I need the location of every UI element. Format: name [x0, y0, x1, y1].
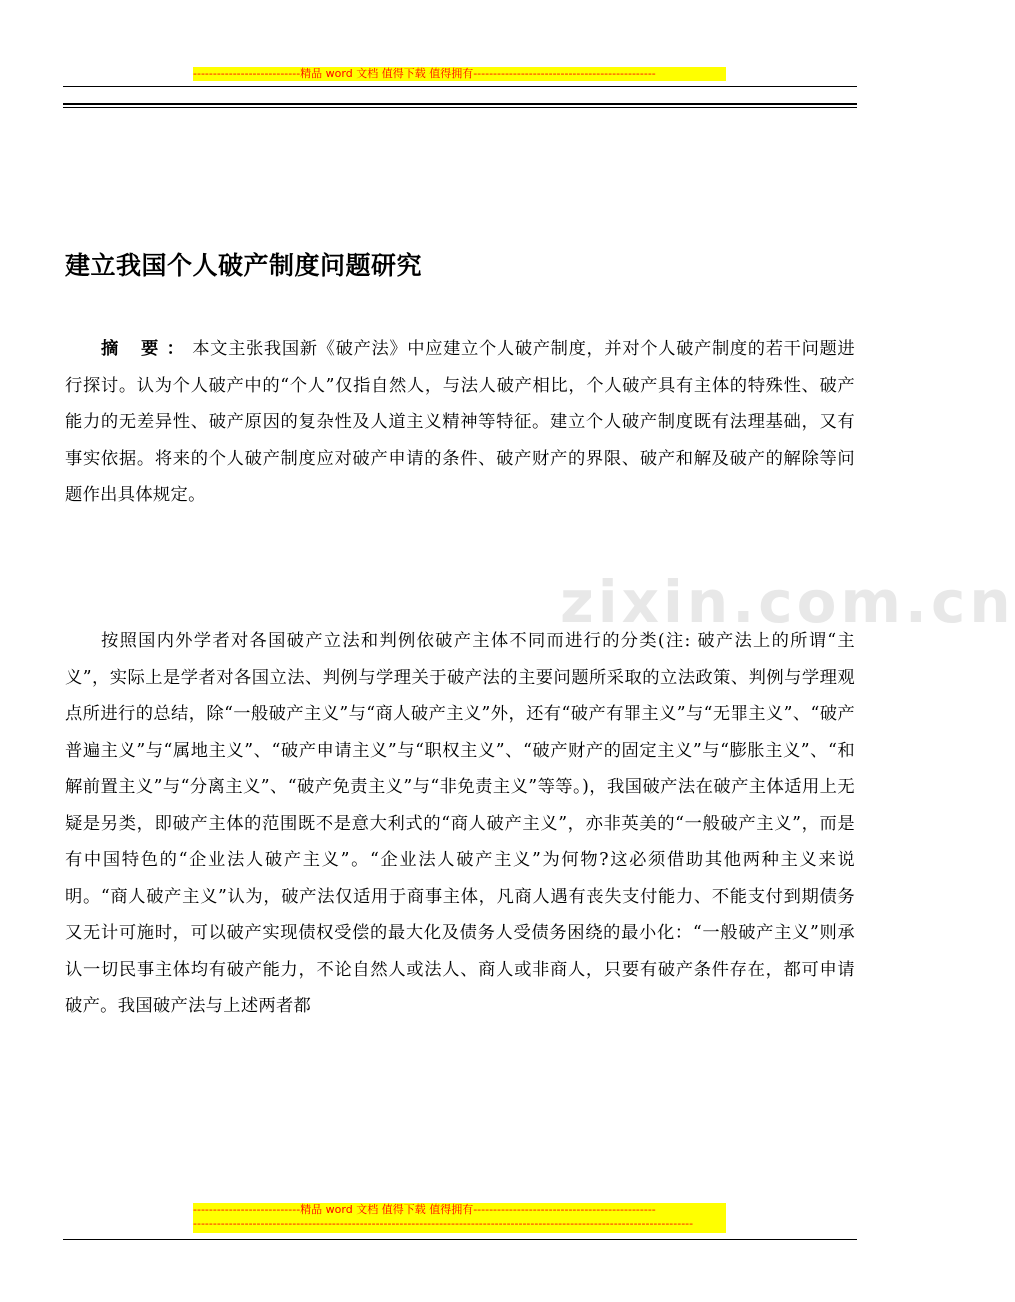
footer-banner: ---------------------------精品 word 文档 值得下载 值得拥有----------------------------------------------	[193, 1203, 726, 1217]
footer-rule	[63, 1239, 857, 1240]
footer-banner-dashes: ------------------------------------------------------------------------------------------------------------------------------	[193, 1217, 726, 1233]
document-title: 建立我国个人破产制度问题研究	[65, 251, 423, 280]
abstract-paragraph	[65, 331, 855, 514]
header-rule-thick	[63, 103, 857, 105]
header-rule-thin	[63, 86, 857, 87]
body-paragraph: 按照国内外学者对各国破产立法和判例依破产主体不同而进行的分类(注: 破产法上的所谓“主义”，实际上是学者对各国立法、判例与学理关于破产法的主要问题所采取的立法政策、判例与学理观点所进行的总结，除“一般破产主义”与“商人破产主义”外，还有“破产有罪主义”与“无罪主义”、“破产普遍主义”与“属地主义”、“破产申请主义”与“职权主义”、“破产财产的固定主义”与“膨胀主义”、“和解前置主义”与“分离主义”、“破产免责主义”与“非免责主义”等等。)，我国破产法在破产主体适用上无疑是另类，即破产主体的范围既不是意大利式的“商人破产主义”，亦非英美的“一般破产主义”，而是有中国特色的“企业法人破产主义”。“企业法人破产主义”为何物?这必须借助其他两种主义来说明。“商人破产主义”认为，破产法仅适用于商事主体，凡商人遇有丧失支付能力、不能支付到期债务又无计可施时，可以破产实现债权受偿的最大化及债务人受债务困绕的最小化：“一般破产主义”则承认一切民事主体均有破产能力，不论自然人或法人、商人或非商人，只要有破产条件存在，都可申请破产。我国破产法与上述两者都	[65, 631, 855, 1016]
abstract-text: 本文主张我国新《破产法》中应建立个人破产制度，并对个人破产制度的若干问题进行探讨。认为个人破产中的“个人”仅指自然人，与法人破产相比，个人破产具有主体的特殊性、破产能力的无差异性、破产原因的复杂性及人道主义精神等特征。建立个人破产制度既有法理基础，又有事实依据。将来的个人破产制度应对破产申请的条件、破产财产的界限、破产和解及破产的解除等问题作出具体规定。	[65, 339, 855, 505]
header-banner: ---------------------------精品 word 文档 值得下载 值得拥有----------------------------------------------	[193, 67, 726, 81]
abstract-label: 摘 要：	[101, 339, 193, 359]
header-rule-thin-lower	[63, 107, 857, 108]
watermark-text: zixin.com.cn	[560, 568, 1015, 636]
